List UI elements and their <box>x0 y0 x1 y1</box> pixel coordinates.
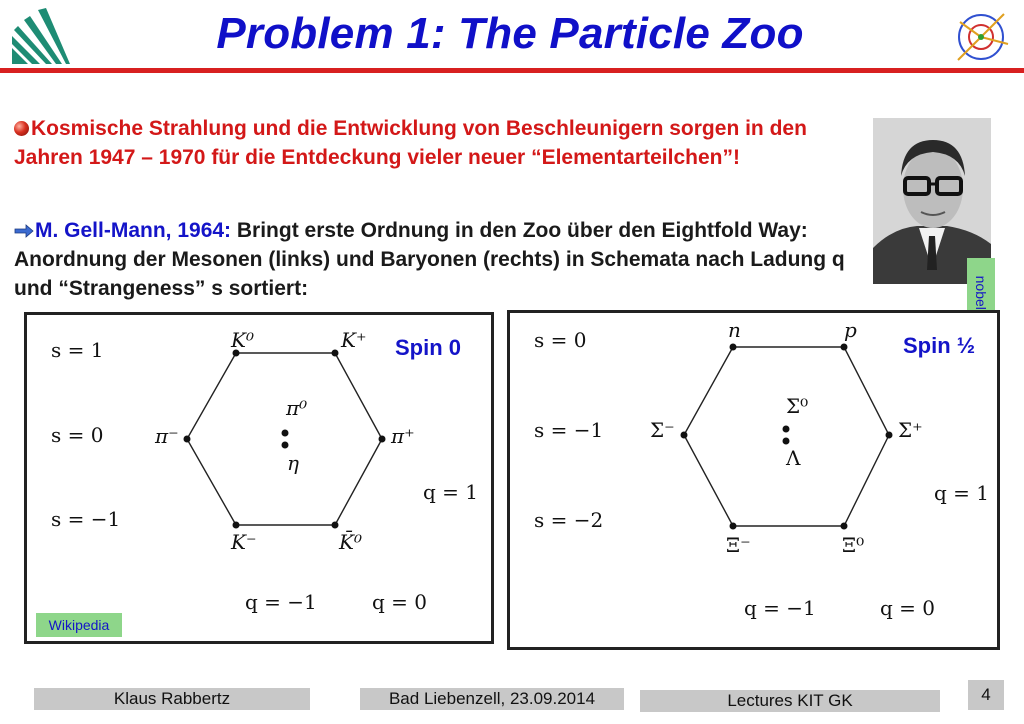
meson-spin-label: Spin 0 <box>395 335 462 360</box>
baryon-s-label: s = −1 <box>534 418 604 442</box>
meson-k0: K⁰ <box>231 328 254 352</box>
baryon-spin-label: Spin ½ <box>903 333 976 358</box>
meson-vertex <box>332 522 339 529</box>
baryon-s-label: s = −2 <box>534 508 604 532</box>
baryon-q-left: q = −1 <box>744 596 816 620</box>
kit-logo <box>6 6 72 68</box>
diagram-credit: Wikipedia <box>36 613 122 637</box>
meson-vertex <box>379 436 386 443</box>
event-display-logo <box>950 4 1012 66</box>
footer-lecture: Lectures KIT GK <box>640 690 940 712</box>
baryon-sigma0: Σ⁰ <box>786 394 809 418</box>
meson-vertex <box>332 350 339 357</box>
baryon-q-right: q = 1 <box>934 481 989 505</box>
baryon-sigma-plus: Σ⁺ <box>898 418 923 442</box>
bullet-gell-mann-author: M. Gell-Mann, 1964: <box>35 219 232 242</box>
baryon-s-label: s = 0 <box>534 328 587 352</box>
meson-q-middle: q = 0 <box>372 590 427 614</box>
baryon-xi0: Ξ⁰ <box>842 533 865 557</box>
red-ball-icon <box>14 121 29 136</box>
meson-hexagon <box>187 353 382 525</box>
meson-q-right: q = 1 <box>423 480 478 504</box>
meson-q-left: q = −1 <box>245 590 317 614</box>
baryon-q-middle: q = 0 <box>880 596 935 620</box>
page-number: 4 <box>968 680 1004 710</box>
page-title: Problem 1: The Particle Zoo <box>216 9 804 58</box>
baryon-sigma-minus: Σ⁻ <box>650 418 675 442</box>
meson-piplus: π⁺ <box>391 424 415 448</box>
meson-kminus: K⁻ <box>231 530 257 554</box>
bullet-cosmic-rays <box>14 114 874 172</box>
meson-s-label: s = 1 <box>51 338 104 362</box>
meson-center-dot <box>282 430 289 437</box>
baryon-p: p <box>844 318 857 342</box>
footer-place-date: Bad Liebenzell, 23.09.2014 <box>360 688 624 710</box>
meson-vertex <box>233 522 240 529</box>
baryon-octet-diagram <box>507 310 1000 650</box>
bullet-cosmic-rays-text: Kosmische Strahlung und die Entwicklung von Beschleunigern sorgen in den Jahren 1947 – 1970 für die Entdeckung vieler neuer “Elementarteilchen”! <box>14 117 807 169</box>
meson-center-dot <box>282 442 289 449</box>
baryon-n: n <box>728 318 741 342</box>
baryon-hexagon <box>684 347 889 526</box>
baryon-center-dot <box>783 426 790 433</box>
baryon-vertex <box>886 432 893 439</box>
meson-kplus: K⁺ <box>341 328 367 352</box>
bullet-gell-mann-text: Bringt erste Ordnung in den Zoo über den Eightfold Way: Anordnung der Mesonen (links) und Baryonen (rechts) in Schemata nach Ladung q und “Strangeness” s sortiert: <box>14 219 845 300</box>
baryon-vertex <box>681 432 688 439</box>
baryon-center-dot <box>783 438 790 445</box>
baryon-lambda: Λ <box>786 446 801 470</box>
baryon-vertex <box>730 344 737 351</box>
meson-s-label: s = 0 <box>51 423 104 447</box>
meson-k0bar: K̄⁰ <box>339 530 362 554</box>
meson-eta: η <box>287 451 299 475</box>
meson-octet-diagram <box>24 312 494 644</box>
meson-piminus: π⁻ <box>155 424 179 448</box>
meson-s-label: s = −1 <box>51 507 121 531</box>
baryon-xi-minus: Ξ⁻ <box>726 533 751 557</box>
meson-pi0: π⁰ <box>286 396 308 420</box>
meson-vertex <box>184 436 191 443</box>
footer-author: Klaus Rabbertz <box>34 688 310 710</box>
baryon-vertex <box>841 344 848 351</box>
title-rule <box>0 68 1024 73</box>
arrow-icon <box>14 223 34 239</box>
bullet-gell-mann <box>14 216 874 303</box>
baryon-vertex <box>730 523 737 530</box>
baryon-vertex <box>841 523 848 530</box>
